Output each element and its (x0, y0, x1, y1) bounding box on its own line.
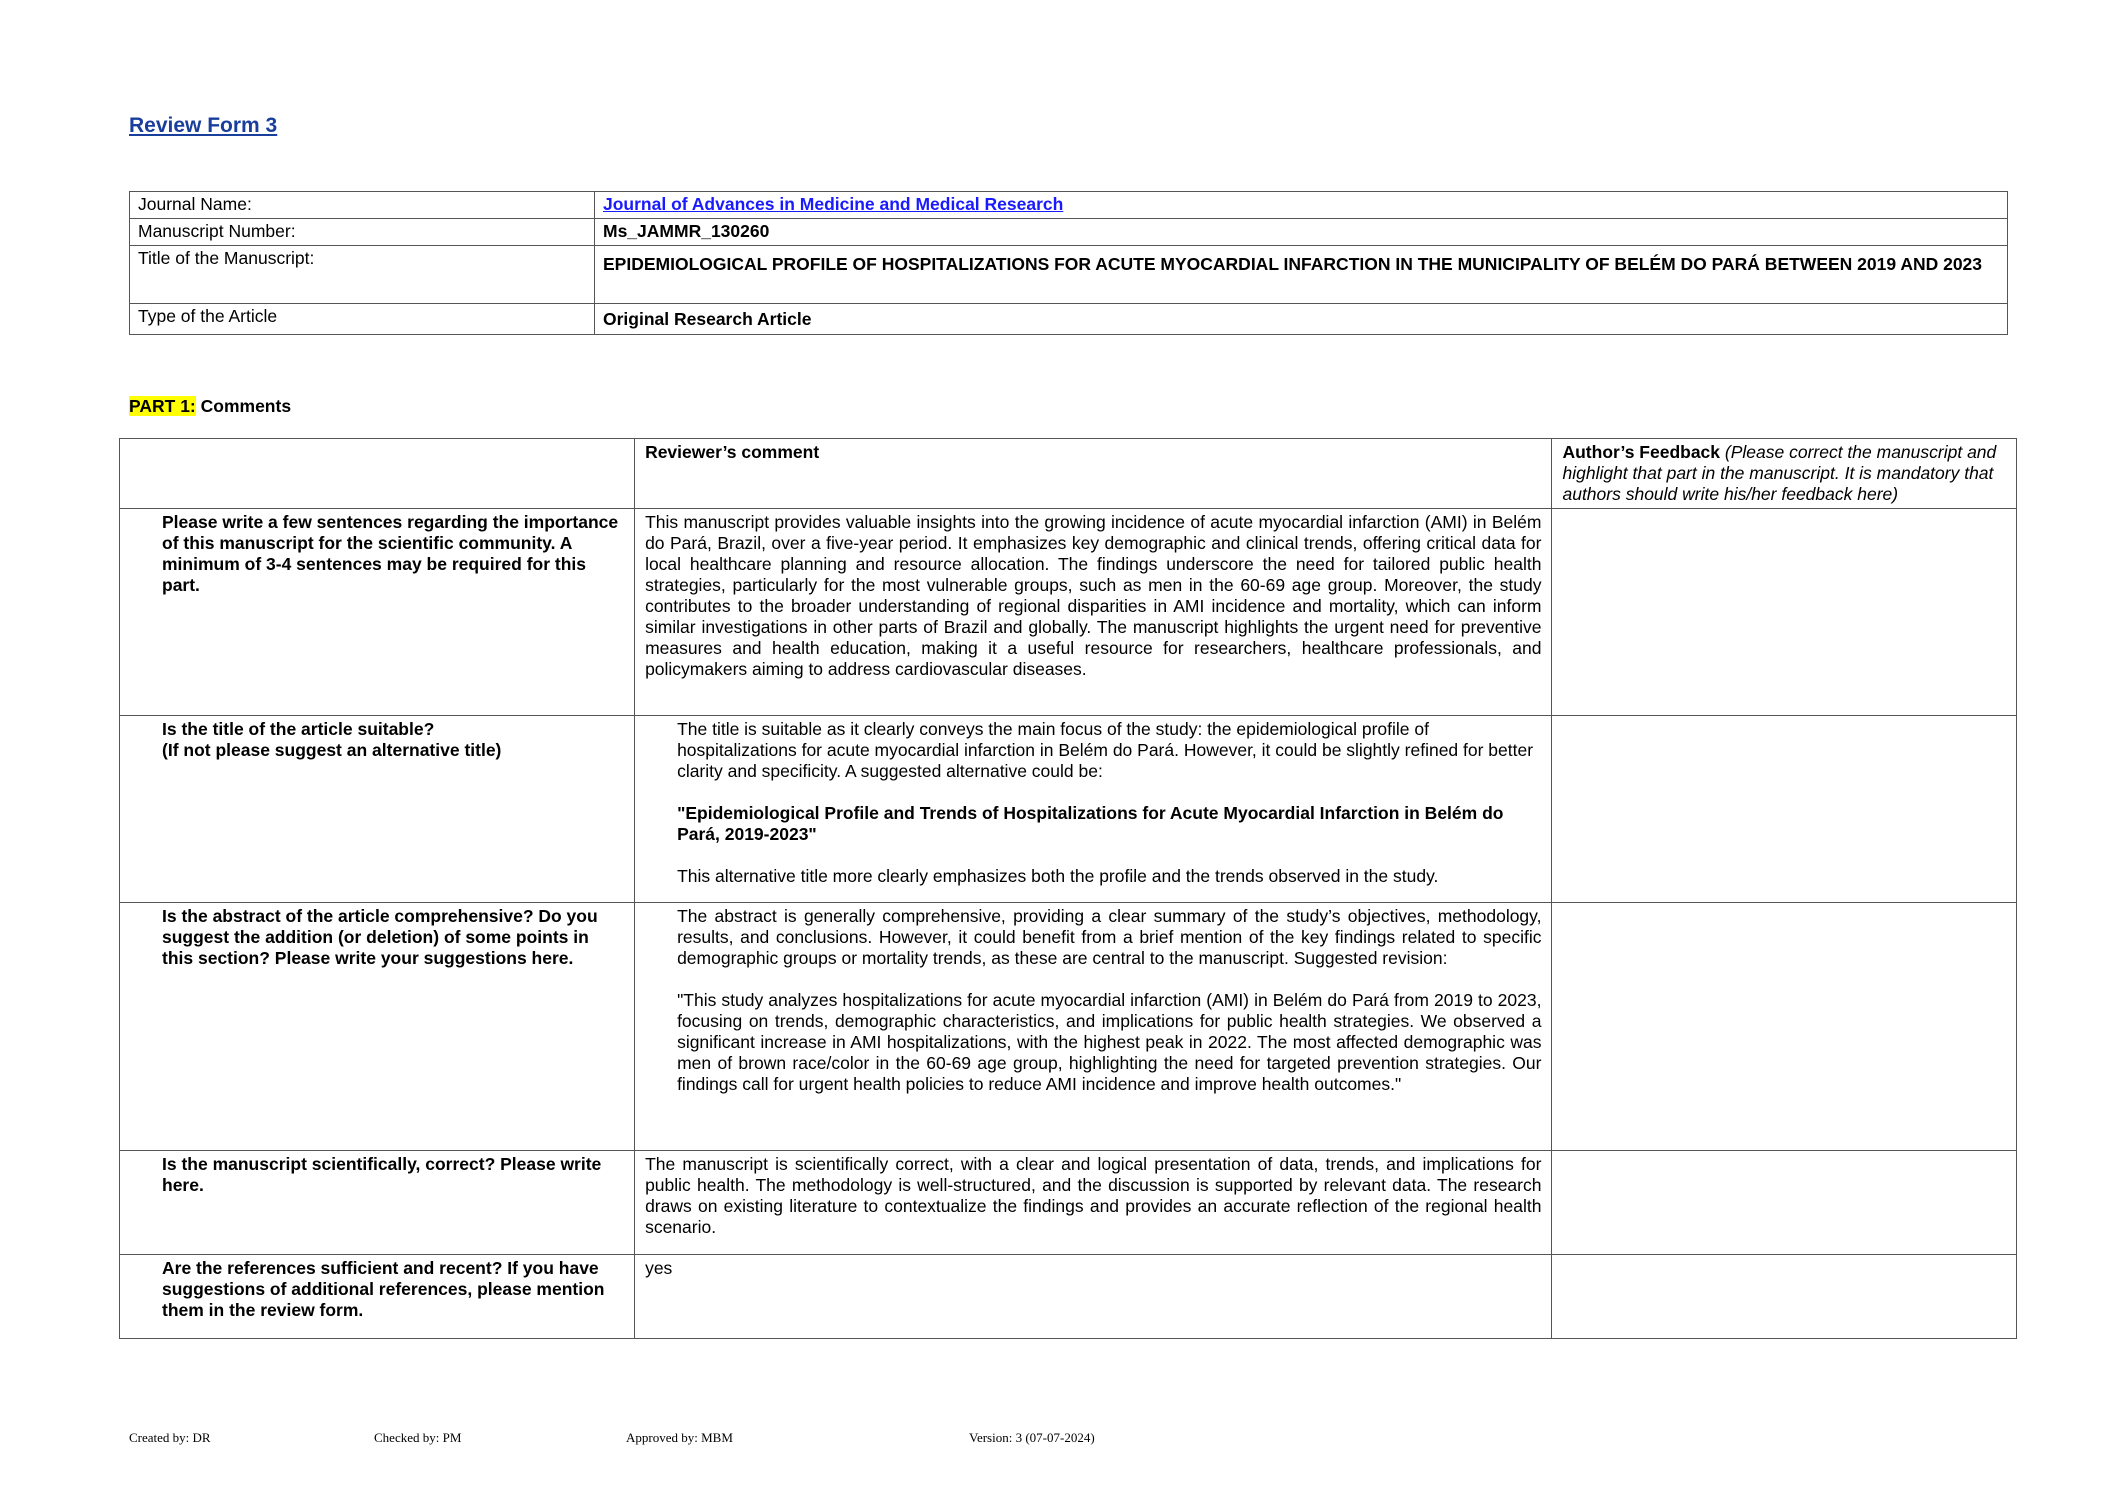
table-row (120, 509, 2017, 716)
comment-paragraph: The title is suitable as it clearly conveys the main focus of the study: the epidemiological profile of hospitalizations for acute myocardial infarction in Belém do Pará. However, it could be slightly refined for better clarity and specificity. A suggested alternative could be: (677, 719, 1534, 781)
suggested-abstract: "This study analyzes hospitalizations for acute myocardial infarction (AMI) in Belém do Pará from 2019 to 2023, focusing on trends, demographic characteristics, and implications for public health strategies. We observed a significant increase in AMI hospitalizations, with the highest peak in 2022. The most affected demographic was men of brown race/color in the 60-69 age group, highlighting the need for targeted prevention strategies. Our findings call for urgent health policies to reduce AMI incidence and improve health outcomes." (677, 990, 1542, 1094)
comment-paragraph: This alternative title more clearly emphasizes both the profile and the trends observed in the study. (677, 866, 1439, 886)
question: Is the title of the article suitable? (If not please suggest an alternative title) (120, 716, 635, 903)
article-type-value: Original Research Article (595, 304, 2008, 335)
table-row (120, 1151, 2017, 1255)
question: Is the manuscript scientifically, correct? Please write here. (120, 1151, 635, 1255)
journal-row (130, 192, 2008, 219)
manuscript-number-label: Manuscript Number: (130, 219, 595, 246)
manuscript-title-row (130, 246, 2008, 304)
empty-header-cell (120, 439, 635, 509)
table-row (120, 1255, 2017, 1339)
manuscript-info-table (129, 191, 2008, 335)
comments-table (119, 438, 2017, 1339)
journal-label: Journal Name: (130, 192, 595, 219)
reviewer-comment (635, 903, 1552, 1151)
suggested-title: "Epidemiological Profile and Trends of Hospitalizations for Acute Myocardial Infarction in Belém do Pará, 2019-2023" (677, 803, 1504, 844)
question: Please write a few sentences regarding the importance of this manuscript for the scientific community. A minimum of 3-4 sentences may be required for this part. (120, 509, 635, 716)
reviewer-comment: yes (635, 1255, 1552, 1339)
footer-created-by: Created by: DR (129, 1430, 211, 1445)
author-feedback-cell[interactable] (1552, 509, 2017, 716)
author-feedback-cell[interactable] (1552, 903, 2017, 1151)
part-heading (129, 396, 291, 417)
question: Are the references sufficient and recent? If you have suggestions of additional references, please mention them in the review form. (120, 1255, 635, 1339)
footer-version: Version: 3 (07-07-2024) (969, 1430, 1095, 1445)
table-row (120, 903, 2017, 1151)
reviewer-comment (635, 716, 1552, 903)
manuscript-title-value: EPIDEMIOLOGICAL PROFILE OF HOSPITALIZATIONS FOR ACUTE MYOCARDIAL INFARCTION IN THE MUNICIPALITY OF BELÉM DO PARÁ BETWEEN 2019 AND 2023 (595, 246, 2008, 304)
author-feedback-cell[interactable] (1552, 716, 2017, 903)
reviewer-comment: This manuscript provides valuable insights into the growing incidence of acute myocardial infarction (AMI) in Belém do Pará, Brazil, over a five-year period. It emphasizes key demographic and clinical trends, offering critical data for local healthcare planning and resource allocation. The findings underscore the need for tailored public health strategies, particularly for the most vulnerable groups, such as men in the 60-69 age group. Moreover, the study contributes to the broader understanding of regional disparities in AMI incidence and mortality, which can inform similar investigations in other parts of Brazil and globally. The manuscript highlights the urgent need for preventive measures and health education, making it a useful resource for researchers, healthcare professionals, and policymakers aiming to address cardiovascular diseases. (635, 509, 1552, 716)
author-feedback-title: Author’s Feedback (1562, 442, 1721, 462)
manuscript-number-value: Ms_JAMMR_130260 (595, 219, 2008, 246)
header-row (120, 439, 2017, 509)
article-type-row (130, 304, 2008, 335)
author-feedback-header (1552, 439, 2017, 509)
author-feedback-cell[interactable] (1552, 1151, 2017, 1255)
part-label: PART 1: (129, 396, 196, 416)
table-row (120, 716, 2017, 903)
reviewer-comment: The manuscript is scientifically correct, with a clear and logical presentation of data, trends, and implications for public health. The methodology is well-structured, and the discussion is supported by relevant data. The research draws on existing literature to contextualize the findings and provides an accurate reflection of the regional health scenario. (635, 1151, 1552, 1255)
author-feedback-instructions: (Please correct the manuscript and highlight that part in the manuscript. It is mandatory that authors should write his/her feedback here) (1562, 442, 1997, 504)
question: Is the abstract of the article comprehensive? Do you suggest the addition (or deletion) of some points in this section? Please write your suggestions here. (120, 903, 635, 1151)
comment-paragraph: The abstract is generally comprehensive, providing a clear summary of the study’s objectives, methodology, results, and conclusions. However, it could benefit from a brief mention of the key findings related to specific demographic groups or mortality trends, as these are central to the manuscript. Suggested revision: (677, 906, 1542, 968)
article-type-label: Type of the Article (130, 304, 595, 335)
footer-checked-by: Checked by: PM (374, 1430, 462, 1445)
manuscript-title-label: Title of the Manuscript: (130, 246, 595, 304)
manuscript-number-row (130, 219, 2008, 246)
reviewer-comment-header: Reviewer’s comment (635, 439, 1552, 509)
journal-link[interactable]: Journal of Advances in Medicine and Medical Research (603, 194, 1064, 214)
form-title: Review Form 3 (129, 114, 278, 137)
author-feedback-cell[interactable] (1552, 1255, 2017, 1339)
part-title: Comments (195, 396, 292, 416)
footer-approved-by: Approved by: MBM (626, 1430, 733, 1445)
